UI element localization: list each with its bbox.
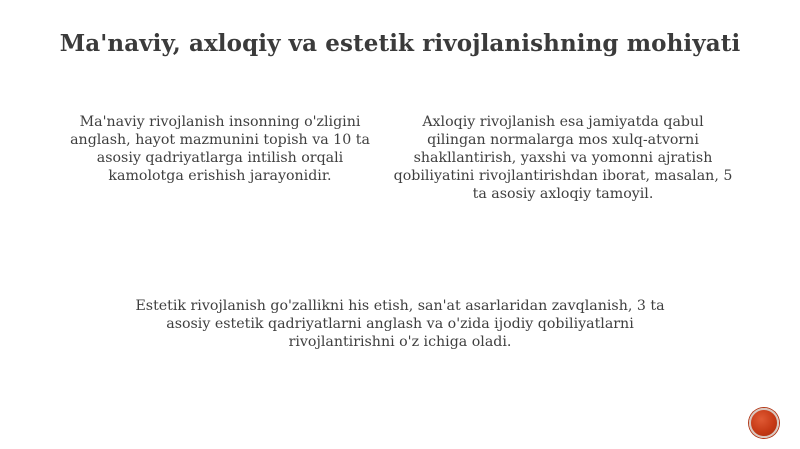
paragraph-aesthetic: Estetik rivojlanish go'zallikni his etish, san'at asarlaridan zavqlanish, 3 ta asosiy estetik qadriyatlarni anglash va o'zida ijodiy qobiliyatlarni rivojlantirishni o'z ichiga oladi. — [135, 298, 665, 350]
circle-nav-icon[interactable] — [749, 408, 779, 438]
paragraph-moral: Axloqiy rivojlanish esa jamiyatda qabul qilingan normalarga mos xulq-atvorni shakllantirish, yaxshi va yomonni ajratish qobiliyatini rivojlantirishdan iborat, masalan, 5 ta asosiy axloqiy tamoyil. — [393, 114, 733, 202]
slide-title: Ma'naviy, axloqiy va estetik rivojlanishning mohiyati — [59, 30, 741, 57]
paragraph-spiritual: Ma'naviy rivojlanish insonning o'zligini anglash, hayot mazmunini topish va 10 ta asosiy qadriyatlarga intilish orqali kamolotga erishish jarayonidir. — [70, 114, 370, 184]
